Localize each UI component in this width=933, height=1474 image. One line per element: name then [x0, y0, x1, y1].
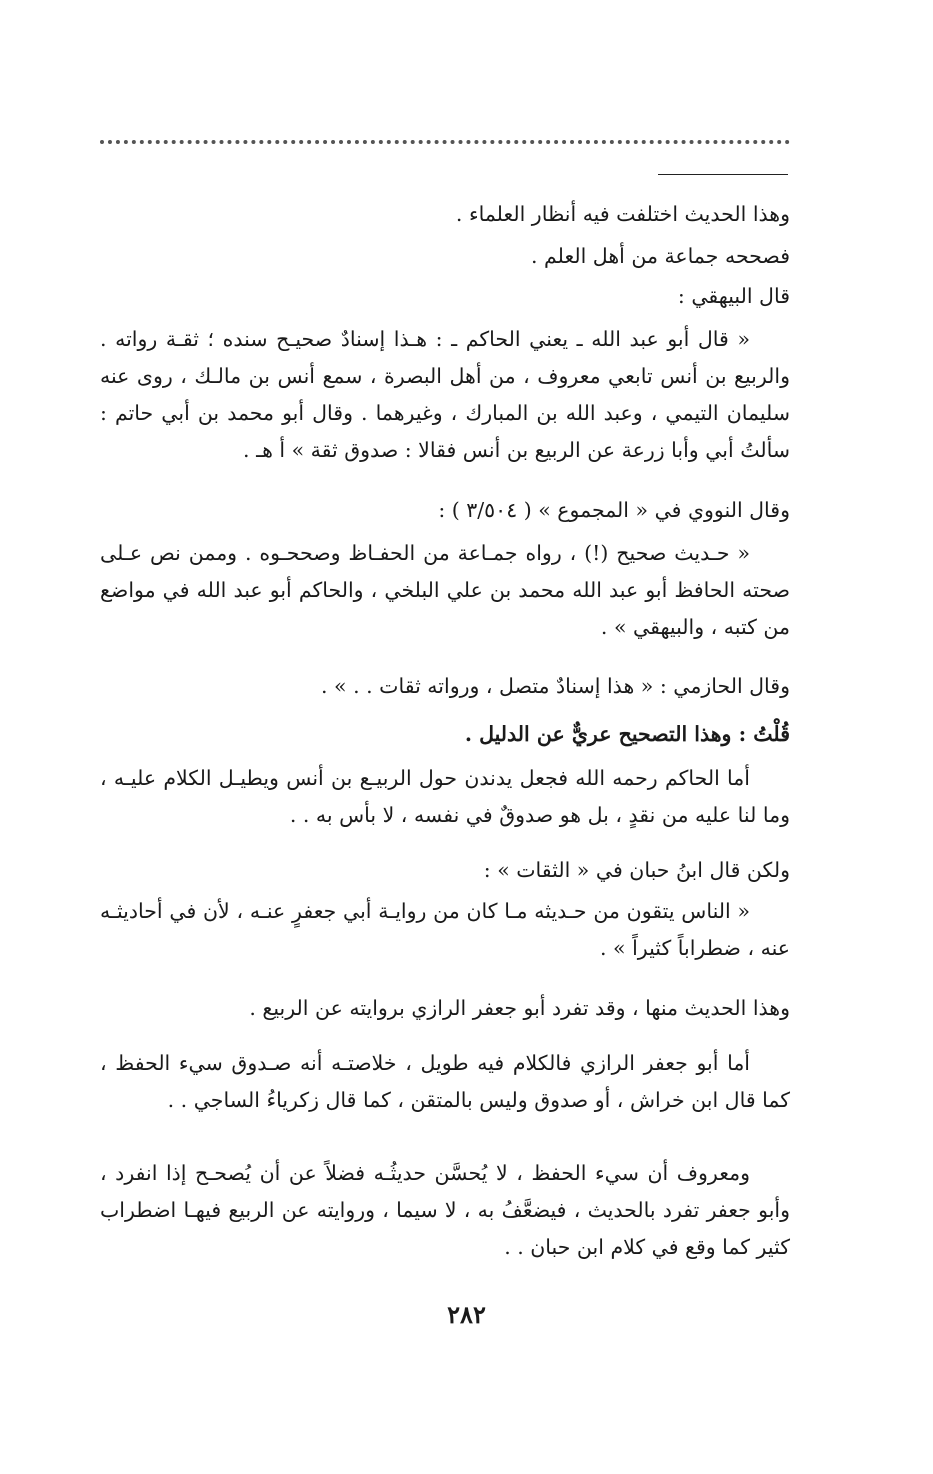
paragraph-6-quote: « حـديث صحيح (!) ، رواه جمـاعة من الحفـاظ وصححـوه . وممن نص عـلى صحته الحافظ أبو عبد الله محمد بن علي البلخي ، والحاكم أبو عبد الله في مواضع من كتبه ، والبيهقي » .	[100, 541, 790, 639]
paragraph-11-quote: « الناس يتقون من حـديثه مـا كان من روايـة أبي جعفرٍ عنـه ، لأن في أحاديثـه عنه ، ضطراباً كثيراً » .	[100, 899, 790, 960]
paragraph-8-note: قُلْتُ : وهذا التصحيح عريٌّ عن الدليل .	[464, 722, 790, 746]
paragraph-12: وهذا الحديث منها ، وقد تفرد أبو جعفر الرازي بروايته عن الربيع .	[249, 996, 790, 1020]
paragraph-5: وقال النووي في « المجموع » ( ٣/٥٠٤ ) :	[438, 498, 790, 522]
paragraph-10: ولكن قال ابنُ حبان في « الثقات » :	[483, 858, 790, 882]
paragraph-1: وهذا الحديث اختلفت فيه أنظار العلماء .	[455, 202, 790, 226]
paragraph-14: ومعروف أن سيء الحفظ ، لا يُحسَّن حديثُـه فضلاً عن أن يُصحـح إذا انفرد ، وأبو جعفر تفرد بالحديث ، فيضعَّفُ به ، لا سيما ، وروايته عن الربيع فيهـا اضطراب كثير كما وقع في كلام ابن حبان . .	[100, 1161, 790, 1259]
paragraph-2: فصححه جماعة من أهل العلم .	[530, 244, 790, 268]
paragraph-4-quote: « قال أبو عبد الله ـ يعني الحاكم ـ : هـذا إسنادٌ صحيـح سنده ؛ ثقـة رواته . والربيع بن أنس تابعي معروف ، من أهل البصرة ، سمع أنس بن مالـك ، روى عنه سليمان التيمي ، وعبد الله بن المبارك ، وغيرهما . وقال أبو محمد بن أبي حاتم : سألتُ أبي وأبا زرعة عن الربيع بن أنس فقالا : صدوق ثقة » أ هـ .	[100, 327, 790, 462]
short-rule	[658, 174, 788, 175]
paragraph-9: أما الحاكم رحمه الله فجعل يدندن حول الربيـع بن أنس ويطيـل الكلام عليـه ، وما لنا عليه من نقدٍ ، بل هو صدوقٌ في نفسه ، لا بأس به . .	[100, 766, 790, 827]
paragraph-7: وقال الحازمي : « هذا إسنادٌ متصل ، ورواته ثقات . . » .	[321, 674, 790, 698]
paragraph-13: أما أبو جعفر الرازي فالكلام فيه طويل ، خلاصتـه أنه صـدوق سيء الحفظ ، كما قال ابن خراش ، أو صدوق وليس بالمتقن ، كما قال زكرياءُ الساجي . .	[100, 1051, 790, 1112]
dotted-separator	[100, 140, 790, 144]
paragraph-3: قال البيهقي :	[677, 284, 790, 308]
page-number: ٢٨٢	[447, 1300, 486, 1329]
